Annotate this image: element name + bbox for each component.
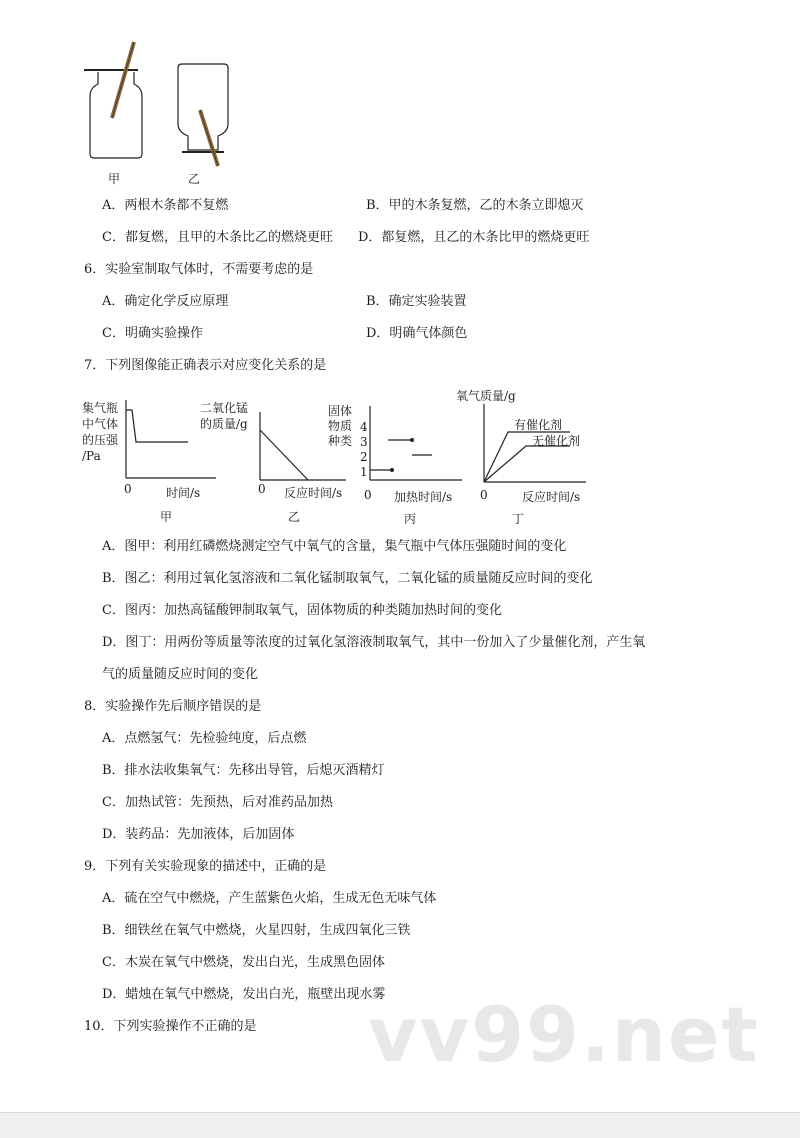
q6-option-c: C．明确实验操作 [102,326,203,341]
q5-option-a: A．两根木条都不复燃 [102,198,229,213]
q8-stem: 8．实验操作先后顺序错误的是 [84,699,262,714]
graph-ding-origin: 0 [480,488,488,502]
graph-bing-ylabel: 固体 物质 种类 [328,404,353,448]
q5-option-c: C．都复燃，且甲的木条比乙的燃烧更旺 [102,230,333,245]
q5-option-d: D．都复燃，且乙的木条比甲的燃烧更旺 [358,230,590,245]
page-bottom-edge [0,1112,800,1138]
graph-yi-origin: 0 [258,482,266,496]
jar-inverted [178,64,228,166]
q7-option-b: B．图乙：利用过氧化氢溶液和二氧化锰制取氧气，二氧化锰的质量随反应时间的变化 [102,571,593,586]
graph-bing [366,404,466,486]
q7-stem: 7．下列图像能正确表示对应变化关系的是 [84,358,327,373]
q8-option-b: B．排水法收集氧气：先移出导管，后熄灭酒精灯 [102,763,385,778]
q9-stem: 9．下列有关实验现象的描述中，正确的是 [84,859,327,874]
graph-yi-ylabel: 二氧化锰 的质量/g [200,401,249,431]
figure-label-yi: 乙 [188,172,201,186]
graph-ding-line-no-catalyst [484,446,570,482]
graph-bing-xlabel: 加热时间/s [394,490,453,504]
q9-option-d: D．蜡烛在氧气中燃烧，发出白光，瓶壁出现水雾 [102,987,386,1002]
q6-option-d: D．明确气体颜色 [366,326,468,341]
q6-option-a: A．确定化学反应原理 [102,294,229,309]
graph-yi-name: 乙 [288,510,301,524]
graph-jia-origin: 0 [124,482,132,496]
graph-ding-line2-label: 无催化剂 [532,434,581,448]
gas-jar-figure [78,38,258,168]
q9-option-b: B．细铁丝在氧气中燃烧，火星四射，生成四氧化三铁 [102,923,411,938]
watermark: vv99.net [368,990,760,1079]
graph-bing-origin: 0 [364,488,372,502]
graph-yi-curve [260,430,308,480]
graph-bing-ticks: 4 3 2 1 [360,420,368,479]
q5-option-b: B．甲的木条复燃，乙的木条立即熄灭 [366,198,584,213]
graph-ding-line1-label: 有催化剂 [514,418,563,432]
q8-option-a: A．点燃氢气：先检验纯度，后点燃 [102,731,307,746]
q10-stem: 10．下列实验操作不正确的是 [84,1019,257,1034]
q6-option-b: B．确定实验装置 [366,294,467,309]
q7-option-c: C．图丙：加热高锰酸钾制取氧气，固体物质的种类随加热时间的变化 [102,603,502,618]
graph-jia-ylabel: 集气瓶 中气体 的压强 /Pa [82,401,119,463]
graph-bing-name: 丙 [404,512,417,526]
q9-option-c: C．木炭在氧气中燃烧，发出白光，生成黑色固体 [102,955,385,970]
graph-jia-xlabel: 时间/s [166,486,201,500]
q8-option-c: C．加热试管：先预热，后对准药品加热 [102,795,333,810]
graph-jia-name: 甲 [160,510,173,524]
jar-upright [84,42,142,158]
q7-option-a: A．图甲：利用红磷燃烧测定空气中氧气的含量，集气瓶中气体压强随时间的变化 [102,539,567,554]
q7-option-d-line1: D．图丁：用两份等质量等浓度的过氧化氢溶液制取氧气，其中一份加入了少量催化剂，产生氧 [102,635,646,650]
graph-ding-ylabel: 氧气质量/g [456,389,516,403]
graph-ding-name: 丁 [512,512,525,526]
graph-ding-xlabel: 反应时间/s [522,490,581,504]
q9-option-a: A．硫在空气中燃烧，产生蓝紫色火焰，生成无色无味气体 [102,891,437,906]
q6-stem: 6．实验室制取气体时，不需要考虑的是 [84,262,314,277]
figure-label-jia: 甲 [108,172,121,186]
q8-option-d: D．装药品：先加液体，后加固体 [102,827,295,842]
q7-option-d-line2: 气的质量随反应时间的变化 [102,667,259,682]
graph-yi-xlabel: 反应时间/s [284,486,343,500]
graph-jia-curve [126,410,188,442]
